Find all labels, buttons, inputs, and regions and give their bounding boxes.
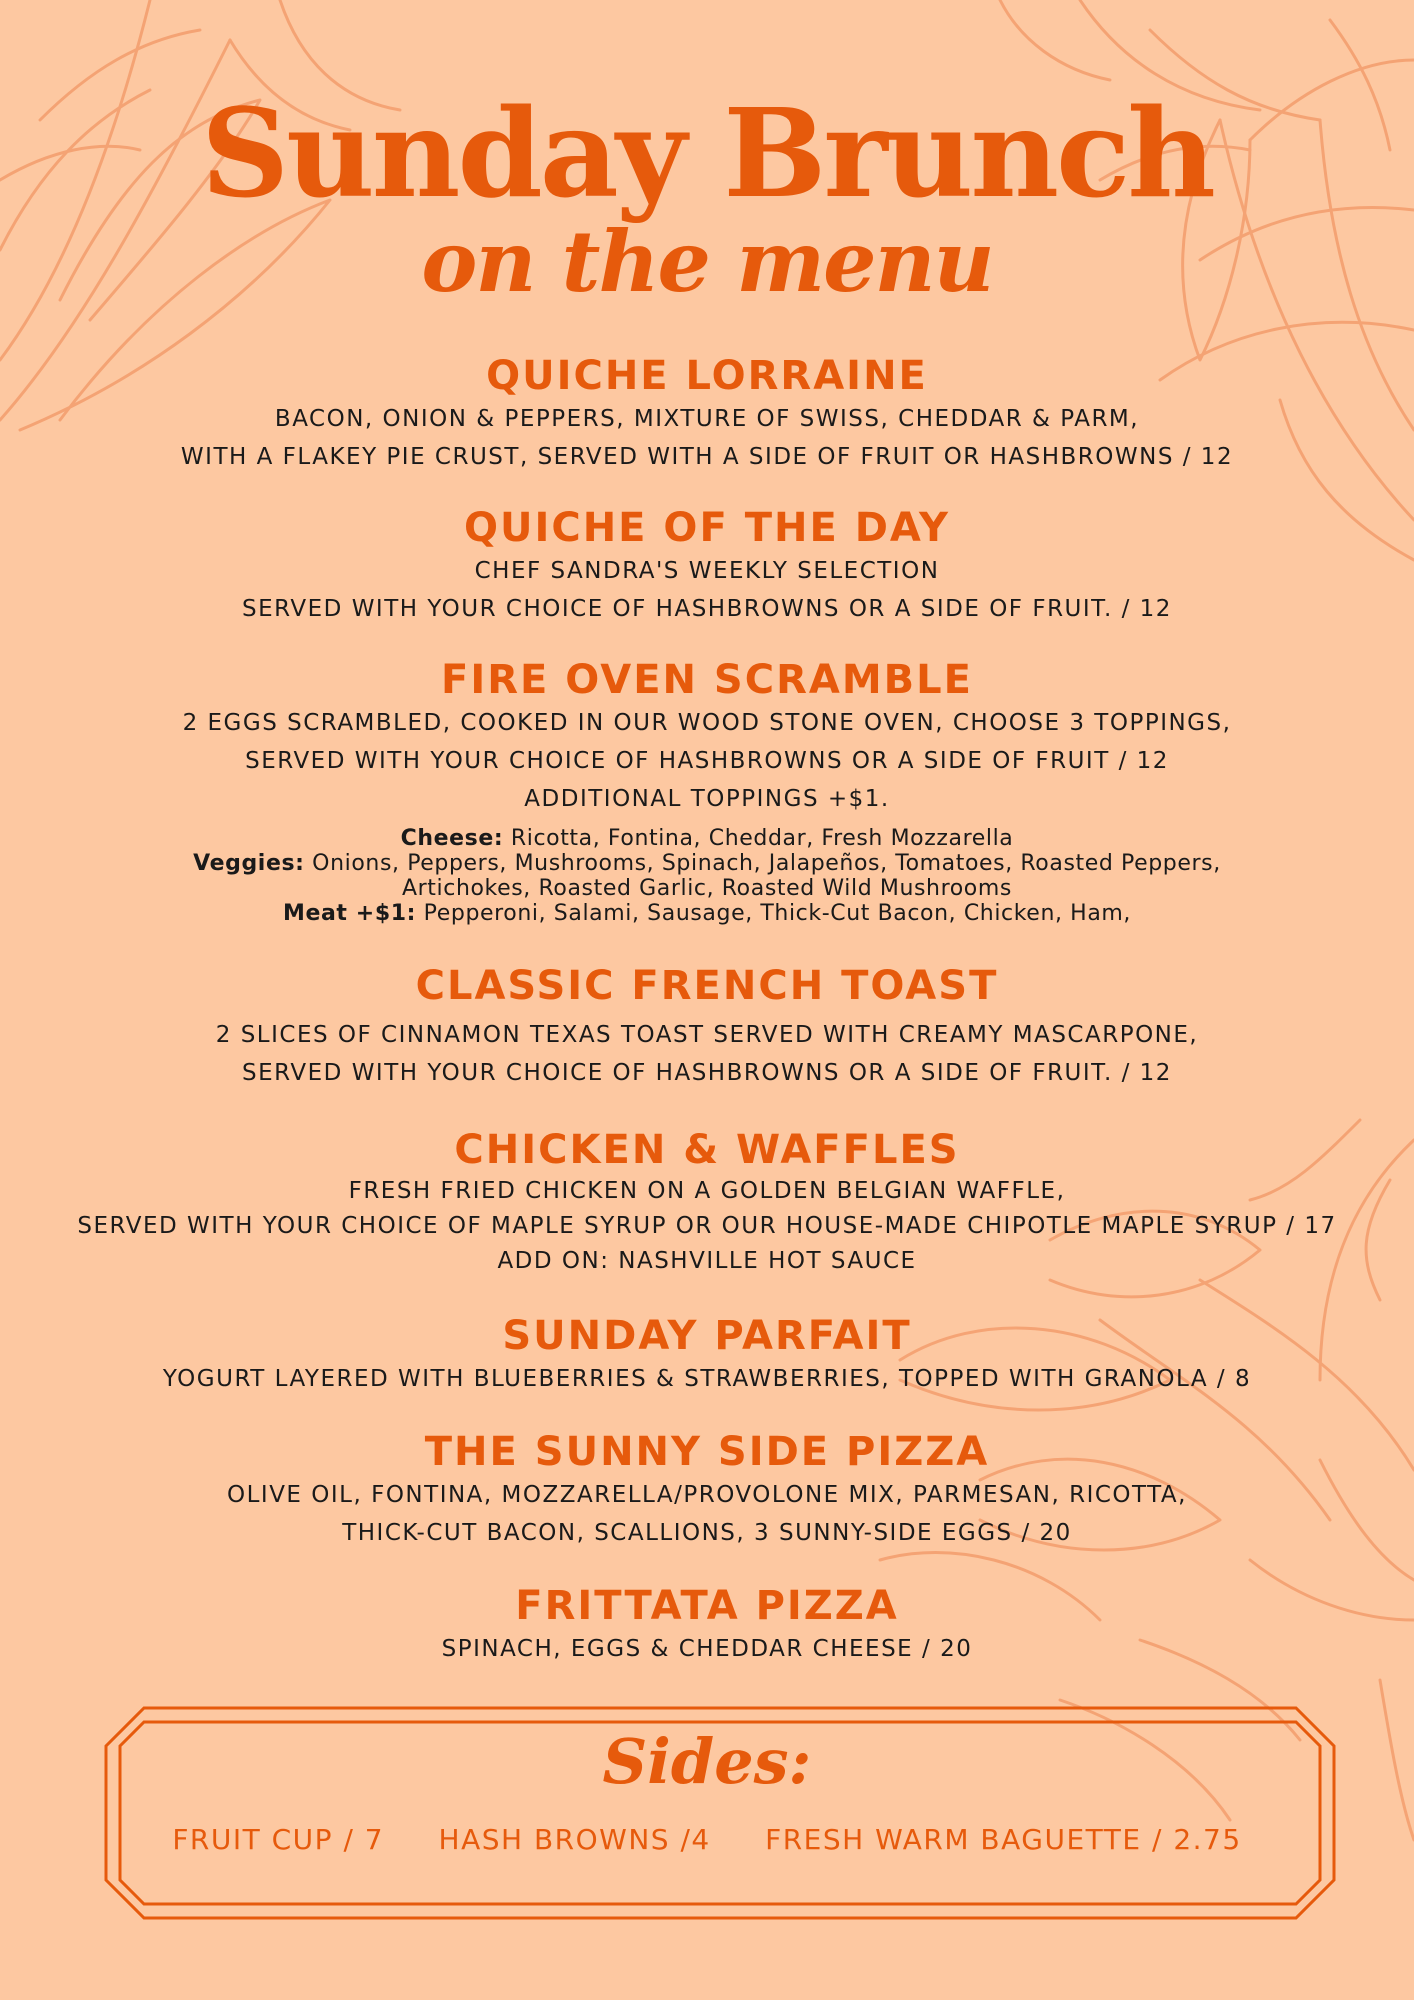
item-description: ADD ON: NASHVILLE HOT SAUCE: [497, 1248, 917, 1274]
menu-item-frittata-pizza: [0, 1582, 1414, 1668]
item-name: QUICHE OF THE DAY: [463, 505, 950, 551]
toppings-values: Onions, Peppers, Mushrooms, Spinach, Jalapeños, Tomatoes, Roasted Peppers,: [312, 851, 1221, 876]
item-description: SERVED WITH YOUR CHOICE OF HASHBROWNS OR A SIDE OF FRUIT. / 12: [242, 596, 1172, 622]
side-item-hash-browns: HASH BROWNS /4: [438, 1823, 711, 1856]
item-description: SERVED WITH YOUR CHOICE OF HASHBROWNS OR A SIDE OF FRUIT / 12: [245, 748, 1169, 774]
menu-item-quiche-lorraine: [0, 352, 1414, 476]
toppings-meat: [0, 901, 1414, 926]
sides-list: [0, 1820, 1414, 1860]
toppings-cheese: [0, 826, 1414, 851]
item-name: CLASSIC FRENCH TOAST: [415, 963, 999, 1009]
item-name: FRITTATA PIZZA: [515, 1583, 899, 1629]
item-description: 2 SLICES OF CINNAMON TEXAS TOAST SERVED WITH CREAMY MASCARPONE,: [215, 1022, 1199, 1048]
item-name: QUICHE LORRAINE: [486, 353, 928, 399]
item-name: THE SUNNY SIDE PIZZA: [424, 1429, 990, 1475]
item-description: SPINACH, EGGS & CHEDDAR CHEESE / 20: [441, 1636, 973, 1662]
item-description: SERVED WITH YOUR CHOICE OF MAPLE SYRUP OR OUR HOUSE-MADE CHIPOTLE MAPLE SYRUP / 17: [77, 1213, 1337, 1239]
toppings-label: Veggies:: [193, 851, 305, 876]
menu-item-sunday-parfait: [0, 1312, 1414, 1398]
menu-subtitle: on the menu: [421, 212, 993, 311]
item-description: THICK-CUT BACON, SCALLIONS, 3 SUNNY-SIDE EGGS / 20: [342, 1520, 1072, 1546]
item-name: SUNDAY PARFAIT: [502, 1313, 912, 1359]
toppings-list: [0, 826, 1414, 926]
item-description: OLIVE OIL, FONTINA, MOZZARELLA/PROVOLONE MIX, PARMESAN, RICOTTA,: [227, 1482, 1187, 1508]
item-name: FIRE OVEN SCRAMBLE: [441, 657, 973, 703]
menu-item-chicken-and-waffles: [0, 1126, 1414, 1279]
item-description: 2 EGGS SCRAMBLED, COOKED IN OUR WOOD STONE OVEN, CHOOSE 3 TOPPINGS,: [182, 710, 1232, 736]
item-description: FRESH FRIED CHICKEN ON A GOLDEN BELGIAN WAFFLE,: [348, 1178, 1066, 1204]
item-description: WITH A FLAKEY PIE CRUST, SERVED WITH A SIDE OF FRUIT OR HASHBROWNS / 12: [180, 444, 1234, 470]
menu-item-classic-french-toast: [0, 962, 1414, 1092]
item-description: ADDITIONAL TOPPINGS +$1.: [524, 786, 890, 812]
menu-item-sunny-side-pizza: [0, 1428, 1414, 1552]
side-item-fruit-cup: FRUIT CUP / 7: [172, 1823, 385, 1856]
toppings-values: Pepperoni, Salami, Sausage, Thick-Cut Bacon, Chicken, Ham,: [423, 901, 1132, 926]
toppings-veggies: [0, 851, 1414, 876]
toppings-label: Meat +$1:: [282, 901, 417, 926]
toppings-label: Cheese:: [400, 826, 504, 851]
side-item-baguette: FRESH WARM BAGUETTE / 2.75: [765, 1823, 1242, 1856]
item-description: SERVED WITH YOUR CHOICE OF HASHBROWNS OR A SIDE OF FRUIT. / 12: [242, 1060, 1172, 1086]
toppings-veggies-cont: Artichokes, Roasted Garlic, Roasted Wild Mushrooms: [402, 876, 1012, 901]
menu-title: Sunday Brunch: [201, 81, 1213, 225]
menu-item-fire-oven-scramble: [0, 656, 1414, 926]
menu-item-quiche-of-the-day: [0, 504, 1414, 628]
item-description: YOGURT LAYERED WITH BLUEBERRIES & STRAWBERRIES, TOPPED WITH GRANOLA / 8: [162, 1366, 1252, 1392]
sides-title: Sides:: [602, 1725, 812, 1798]
item-name: CHICKEN & WAFFLES: [454, 1127, 960, 1173]
item-description: CHEF SANDRA'S WEEKLY SELECTION: [474, 558, 940, 584]
item-description: BACON, ONION & PEPPERS, MIXTURE OF SWISS, CHEDDAR & PARM,: [274, 406, 1140, 432]
toppings-values: Ricotta, Fontina, Cheddar, Fresh Mozzarella: [510, 826, 1014, 851]
